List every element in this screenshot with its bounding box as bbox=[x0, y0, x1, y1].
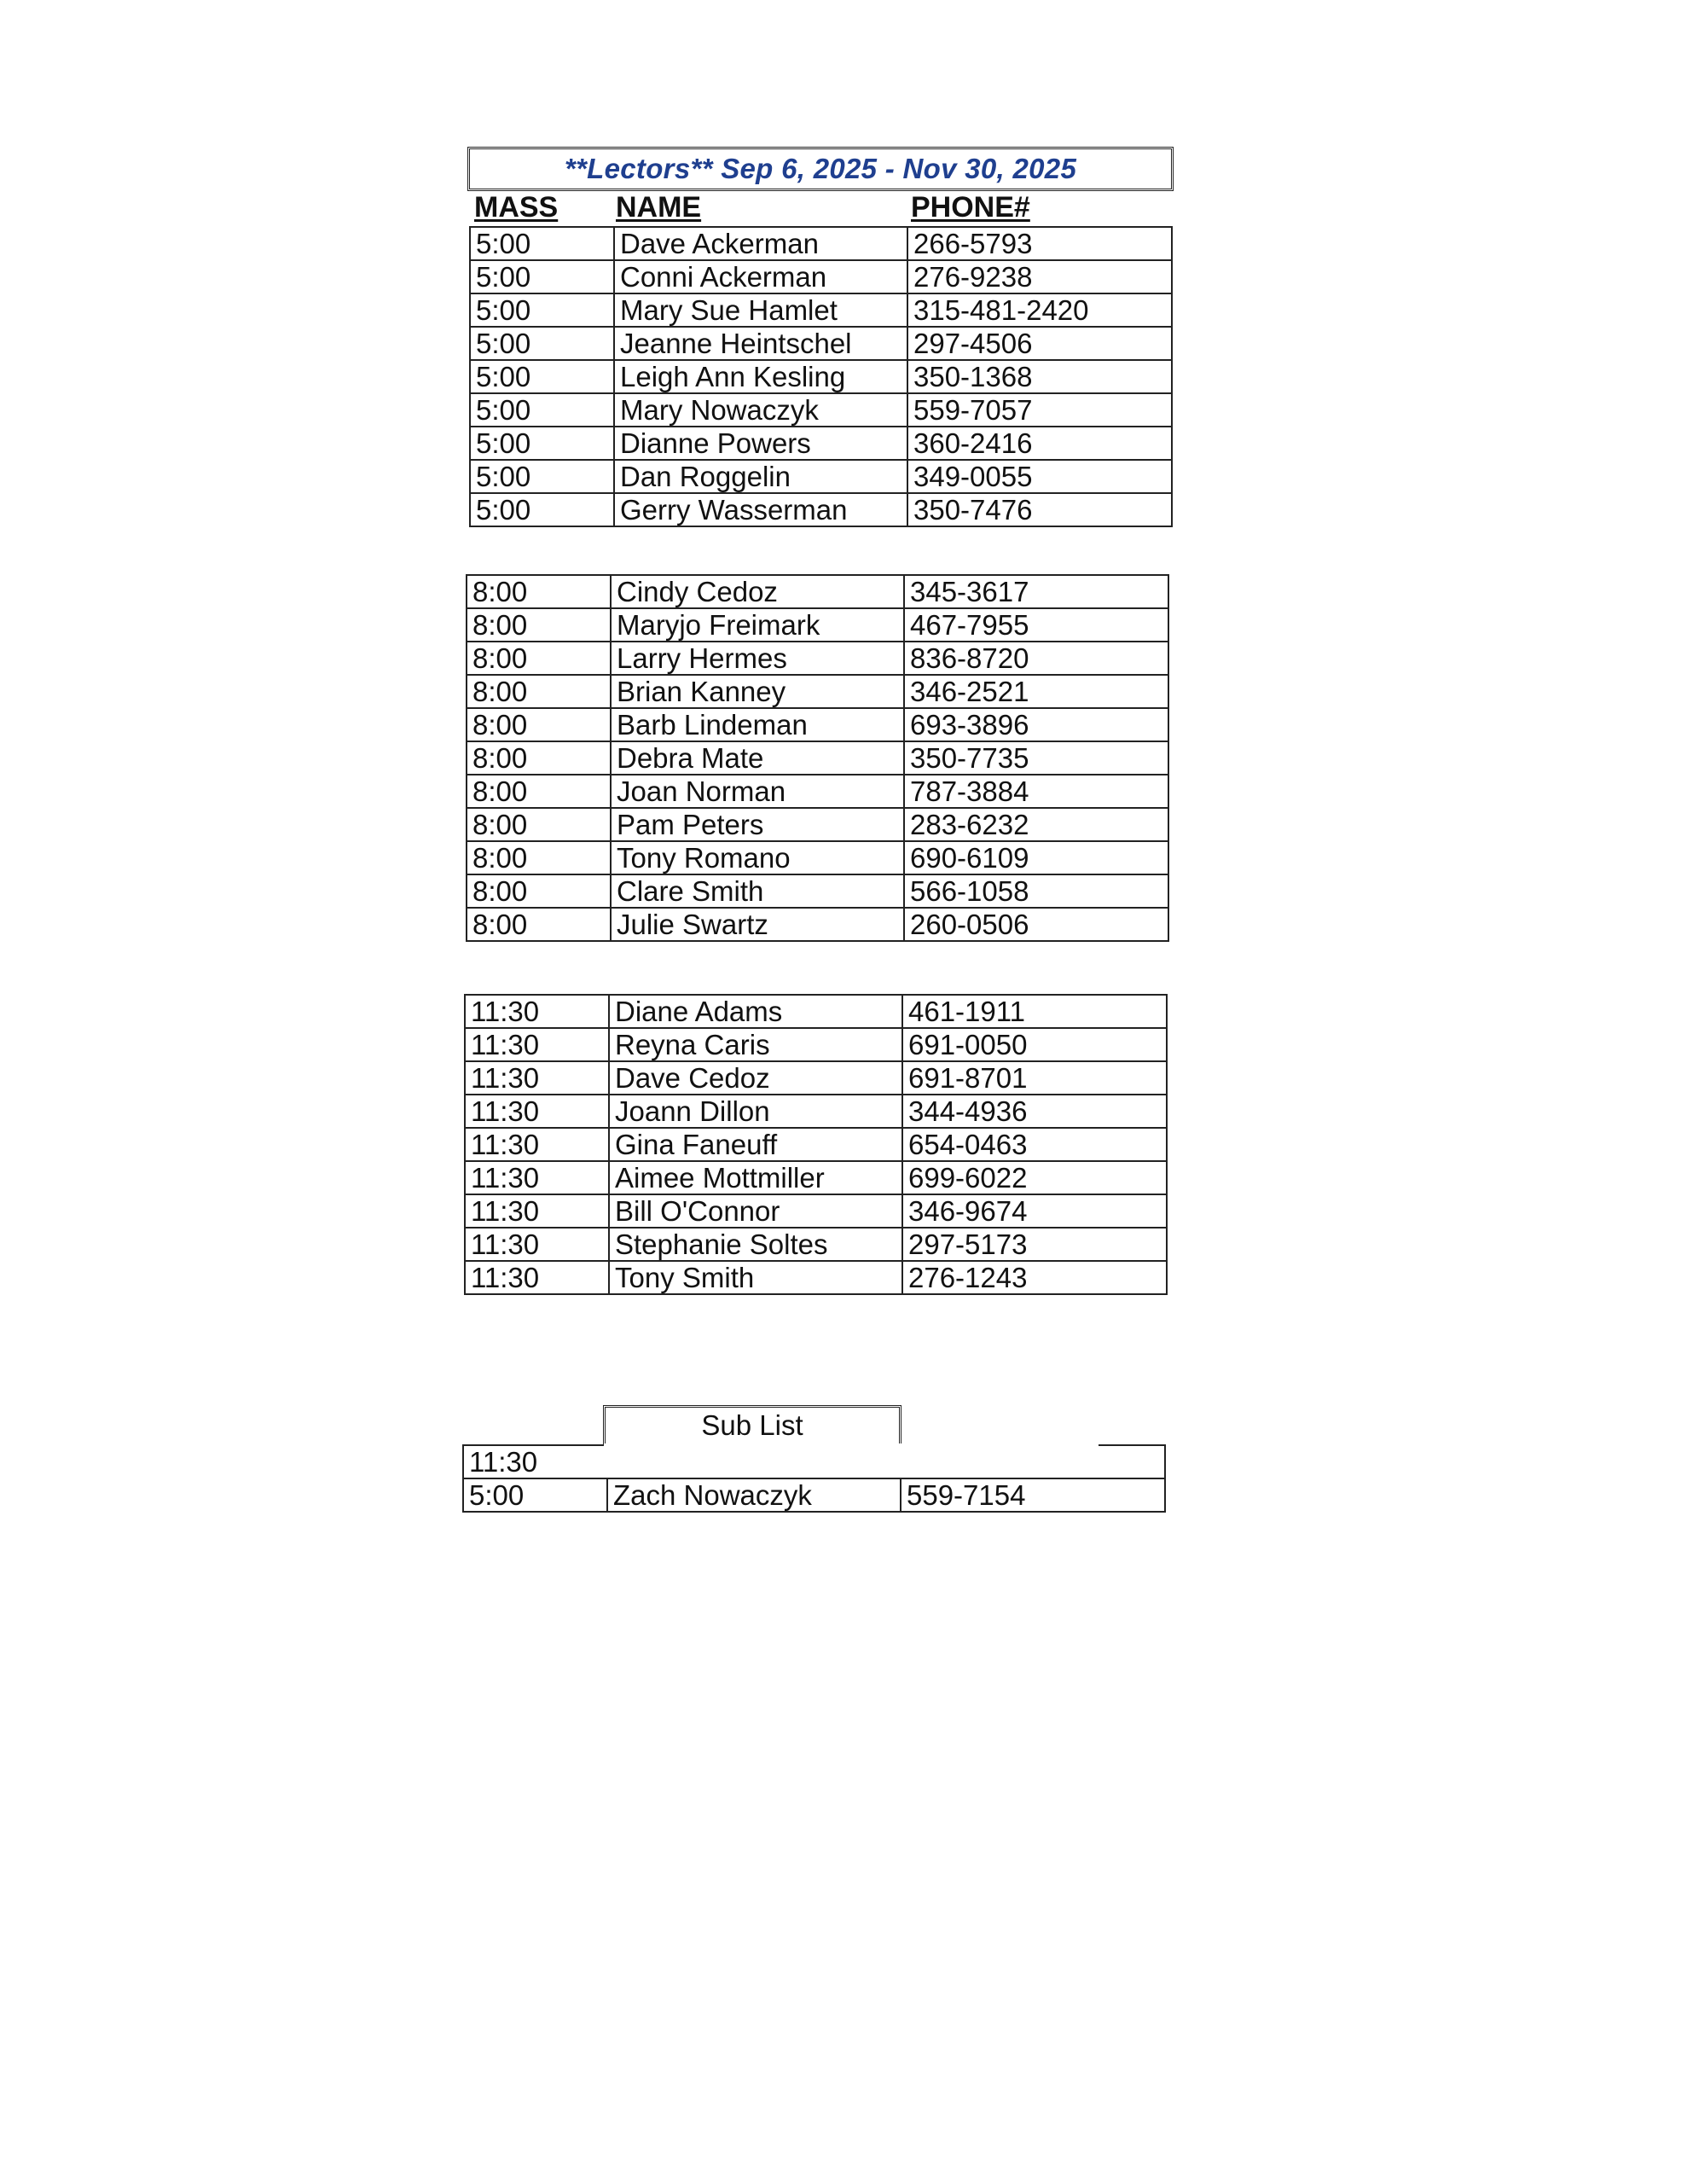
mass-cell: 5:00 bbox=[470, 293, 614, 327]
name-cell: Conni Ackerman bbox=[614, 260, 907, 293]
table-row bbox=[470, 327, 1172, 360]
mass-cell: 11:30 bbox=[465, 1028, 609, 1061]
mass-cell: 8:00 bbox=[467, 741, 611, 775]
phone-cell: 566-1058 bbox=[904, 874, 1168, 908]
mass-cell: 11:30 bbox=[465, 1095, 609, 1128]
mass-cell: 11:30 bbox=[465, 1261, 609, 1294]
mass-cell: 8:00 bbox=[467, 608, 611, 642]
name-cell: Brian Kanney bbox=[611, 675, 904, 708]
phone-cell: 467-7955 bbox=[904, 608, 1168, 642]
table-row bbox=[467, 841, 1168, 874]
name-cell: Tony Romano bbox=[611, 841, 904, 874]
phone-cell: 461-1911 bbox=[902, 995, 1167, 1028]
mass-cell: 11:30 bbox=[465, 1194, 609, 1228]
name-cell: Stephanie Soltes bbox=[609, 1228, 902, 1261]
mass-cell: 11:30 bbox=[465, 1161, 609, 1194]
phone-cell: 559-7057 bbox=[907, 393, 1172, 427]
table-row bbox=[465, 1095, 1167, 1128]
mass-cell: 11:30 bbox=[465, 995, 609, 1028]
phone-cell: 344-4936 bbox=[902, 1095, 1167, 1128]
table-row bbox=[465, 1161, 1167, 1194]
mass-cell: 11:30 bbox=[465, 1061, 609, 1095]
phone-cell: 699-6022 bbox=[902, 1161, 1167, 1194]
name-cell: Maryjo Freimark bbox=[611, 608, 904, 642]
table-row bbox=[465, 1261, 1167, 1294]
name-cell: Dave Cedoz bbox=[609, 1061, 902, 1095]
mass-cell: 11:30 bbox=[465, 1128, 609, 1161]
table-row bbox=[467, 775, 1168, 808]
roster-table-1130am bbox=[464, 994, 1168, 1295]
name-cell: Joan Norman bbox=[611, 775, 904, 808]
table-row bbox=[470, 293, 1172, 327]
table-row bbox=[470, 360, 1172, 393]
mass-cell: 5:00 bbox=[470, 360, 614, 393]
phone-cell: 345-3617 bbox=[904, 575, 1168, 608]
header-name: NAME bbox=[616, 191, 702, 224]
table-row bbox=[463, 1478, 1165, 1512]
mass-cell: 8:00 bbox=[467, 708, 611, 741]
mass-cell: 8:00 bbox=[467, 908, 611, 941]
name-cell: Dan Roggelin bbox=[614, 460, 907, 493]
mass-cell: 5:00 bbox=[470, 427, 614, 460]
phone-cell: 276-9238 bbox=[907, 260, 1172, 293]
redacted-area bbox=[604, 1443, 1099, 1478]
roster-table-8am bbox=[466, 574, 1169, 942]
phone-cell: 691-0050 bbox=[902, 1028, 1167, 1061]
name-cell: Mary Sue Hamlet bbox=[614, 293, 907, 327]
mass-cell: 5:00 bbox=[470, 327, 614, 360]
mass-cell: 8:00 bbox=[467, 575, 611, 608]
mass-cell: 5:00 bbox=[470, 460, 614, 493]
table-row bbox=[465, 995, 1167, 1028]
name-cell: Clare Smith bbox=[611, 874, 904, 908]
name-cell: Joann Dillon bbox=[609, 1095, 902, 1128]
phone-cell: 297-5173 bbox=[902, 1228, 1167, 1261]
table-row bbox=[465, 1194, 1167, 1228]
mass-cell: 5:00 bbox=[470, 260, 614, 293]
mass-cell: 5:00 bbox=[470, 227, 614, 260]
name-cell: Tony Smith bbox=[609, 1261, 902, 1294]
mass-cell: 8:00 bbox=[467, 841, 611, 874]
table-row bbox=[470, 460, 1172, 493]
phone-cell: 346-9674 bbox=[902, 1194, 1167, 1228]
name-cell: Aimee Mottmiller bbox=[609, 1161, 902, 1194]
table-row bbox=[467, 741, 1168, 775]
table-row bbox=[470, 260, 1172, 293]
table-row bbox=[467, 575, 1168, 608]
name-cell: Diane Adams bbox=[609, 995, 902, 1028]
name-cell: Dianne Powers bbox=[614, 427, 907, 460]
mass-cell: 8:00 bbox=[467, 808, 611, 841]
roster-table-5pm bbox=[469, 226, 1173, 527]
phone-cell: 349-0055 bbox=[907, 460, 1172, 493]
phone-cell: 360-2416 bbox=[907, 427, 1172, 460]
table-row bbox=[467, 642, 1168, 675]
name-cell: Debra Mate bbox=[611, 741, 904, 775]
mass-cell: 5:00 bbox=[470, 393, 614, 427]
page-title: **Lectors** Sep 6, 2025 - Nov 30, 2025 bbox=[467, 147, 1174, 191]
name-cell: Julie Swartz bbox=[611, 908, 904, 941]
table-row bbox=[467, 708, 1168, 741]
table-row bbox=[465, 1228, 1167, 1261]
phone-cell: 297-4506 bbox=[907, 327, 1172, 360]
name-cell: Larry Hermes bbox=[611, 642, 904, 675]
table-row bbox=[470, 227, 1172, 260]
table-row bbox=[470, 427, 1172, 460]
phone-cell: 690-6109 bbox=[904, 841, 1168, 874]
phone-cell: 693-3896 bbox=[904, 708, 1168, 741]
mass-cell: 8:00 bbox=[467, 874, 611, 908]
mass-cell: 8:00 bbox=[467, 675, 611, 708]
table-row bbox=[467, 808, 1168, 841]
name-cell: Pam Peters bbox=[611, 808, 904, 841]
mass-cell: 5:00 bbox=[470, 493, 614, 526]
mass-cell: 5:00 bbox=[463, 1478, 607, 1512]
table-row bbox=[467, 608, 1168, 642]
phone-cell: 350-7476 bbox=[907, 493, 1172, 526]
name-cell: Leigh Ann Kesling bbox=[614, 360, 907, 393]
name-cell: Mary Nowaczyk bbox=[614, 393, 907, 427]
name-cell: Gina Faneuff bbox=[609, 1128, 902, 1161]
header-phone: PHONE# bbox=[911, 191, 1030, 224]
name-cell: Cindy Cedoz bbox=[611, 575, 904, 608]
name-cell: Barb Lindeman bbox=[611, 708, 904, 741]
phone-cell: 654-0463 bbox=[902, 1128, 1167, 1161]
phone-cell: 276-1243 bbox=[902, 1261, 1167, 1294]
name-cell: Gerry Wasserman bbox=[614, 493, 907, 526]
phone-cell: 350-7735 bbox=[904, 741, 1168, 775]
phone-cell: 260-0506 bbox=[904, 908, 1168, 941]
phone-cell: 559-7154 bbox=[901, 1478, 1165, 1512]
table-row bbox=[470, 493, 1172, 526]
phone-cell: 266-5793 bbox=[907, 227, 1172, 260]
mass-cell: 11:30 bbox=[465, 1228, 609, 1261]
table-row bbox=[465, 1028, 1167, 1061]
mass-cell: 11:30 bbox=[463, 1445, 607, 1478]
phone-cell: 315-481-2420 bbox=[907, 293, 1172, 327]
mass-cell: 8:00 bbox=[467, 775, 611, 808]
phone-cell: 346-2521 bbox=[904, 675, 1168, 708]
column-headers bbox=[474, 191, 1174, 225]
name-cell: Zach Nowaczyk bbox=[607, 1478, 901, 1512]
table-row bbox=[467, 675, 1168, 708]
phone-cell: 691-8701 bbox=[902, 1061, 1167, 1095]
phone-cell: 836-8720 bbox=[904, 642, 1168, 675]
name-cell: Reyna Caris bbox=[609, 1028, 902, 1061]
phone-cell: 350-1368 bbox=[907, 360, 1172, 393]
name-cell: Jeanne Heintschel bbox=[614, 327, 907, 360]
name-cell: Dave Ackerman bbox=[614, 227, 907, 260]
header-mass: MASS bbox=[474, 191, 559, 224]
table-row bbox=[465, 1061, 1167, 1095]
table-row bbox=[467, 874, 1168, 908]
name-cell: Bill O'Connor bbox=[609, 1194, 902, 1228]
sub-list-title: Sub List bbox=[603, 1405, 901, 1446]
phone-cell: 787-3884 bbox=[904, 775, 1168, 808]
mass-cell: 8:00 bbox=[467, 642, 611, 675]
phone-cell: 283-6232 bbox=[904, 808, 1168, 841]
table-row bbox=[467, 908, 1168, 941]
table-row bbox=[470, 393, 1172, 427]
table-row bbox=[465, 1128, 1167, 1161]
